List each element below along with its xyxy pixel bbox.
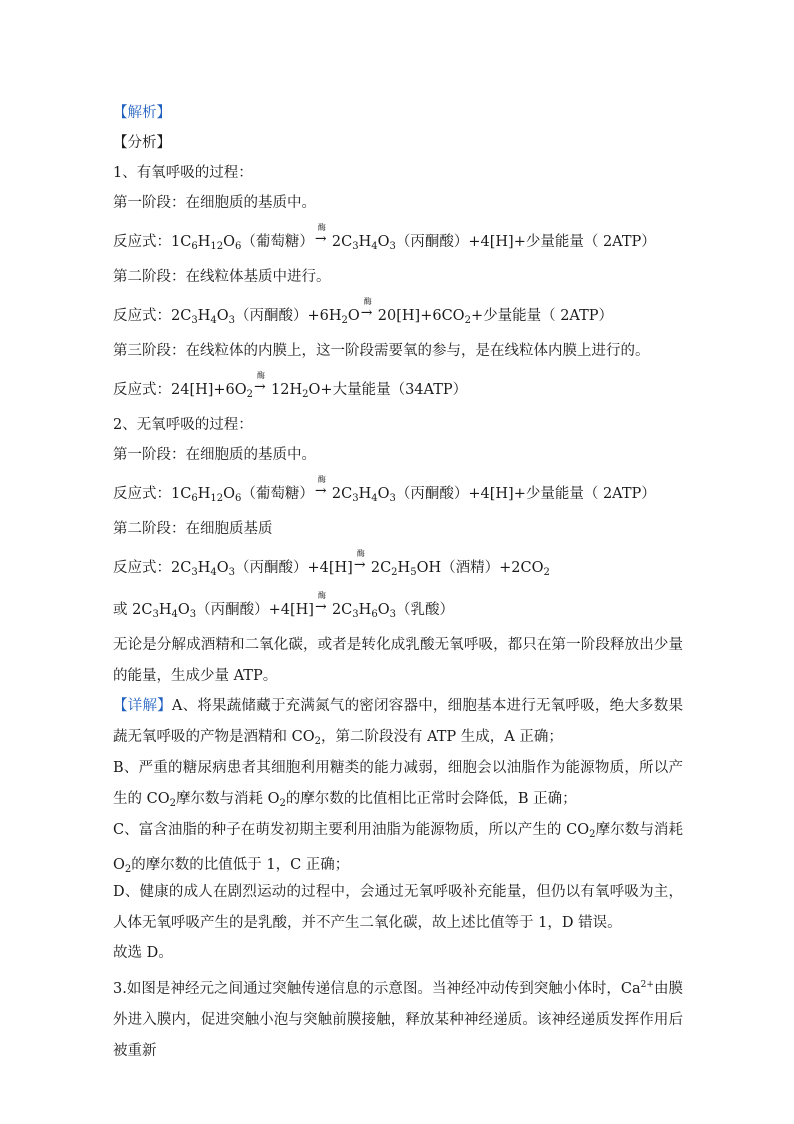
anaerobic-title: 2、无氧呼吸的过程： [113,417,253,433]
detail-option-a: 【详解】A、将果蔬储藏于充满氮气的密闭容器中，细胞基本进行无氧呼吸，绝大多数果蔬无氧呼吸的产物是酒精和 $CO_2$，第二阶段没有 ATP 生成，A 正确； [113,698,684,747]
detail-option-d: D、健康的成人在剧烈运动的过程中，会通过无氧呼吸补充能量，但仍以有氧呼吸为主，人体无氧呼吸产生的是乳酸，并不产生二氧化碳，故上述比值等于 1，D 错误。 [113,884,683,931]
summary-paragraph: 无论是分解成酒精和二氧化碳，或者是转化成乳酸无氧呼吸，都只在第一阶段释放出少量的能量，生成少量 ATP。 [113,637,683,684]
question-3: 3.如图是神经元之间通过突触传递信息的示意图。当神经冲动传到突触小体时，$Ca^{2+}$由膜外进入膜内，促进突触小泡与突触前膜接触，释放某种神经递质。该神经递质发挥作用后被重新 [113,980,683,1059]
detail-tag: 【详解】 [113,698,172,714]
anaerobic-reaction-1: 反应式：$1C_6H_{12}O_6$（葡萄糖） 酶 → $2C_3H_4O_3$（丙酮酸）+4[H]+少量能量（ 2ATP） [113,475,656,504]
aerobic-reaction-1: 反应式：$1C_6H_{12}O_6$（葡萄糖） 酶 → $2C_3H_4O_3$（丙酮酸）+4[H]+少量能量（ 2ATP） [113,223,656,252]
aerobic-stage-2: 第二阶段：在线粒体基质中进行。 [113,269,331,285]
enzyme-arrow: 酶 → [360,297,373,321]
detail-option-b: B、严重的糖尿病患者其细胞利用糖类的能力减弱，细胞会以油脂作为能源物质，所以产生的 $CO_2$摩尔数与消耗 $O_2$的摩尔数的比值相比正常时会降低，B 正确； [113,760,683,809]
anaerobic-stage-2: 第二阶段：在细胞质基质 [113,521,273,537]
aerobic-title: 1、有氧呼吸的过程： [113,165,253,181]
aerobic-stage-3: 第三阶段：在线粒体的内膜上，这一阶段需要氧的参与，是在线粒体内膜上进行的。 [113,343,650,359]
enzyme-arrow: 酶 → [314,591,327,615]
enzyme-arrow: 酶 → [314,223,327,247]
anaerobic-reaction-2-alt: 或 $2C_3H_4O_3$（丙酮酸）+4[H] 酶 → $2C_3H_6O_3$（乳酸） [113,591,454,620]
aerobic-stage-1: 第一阶段：在细胞质的基质中。 [113,195,316,211]
anaerobic-reaction-2: 反应式：$2C_3H_4O_3$（丙酮酸）+4[H] 酶 → $2C_2H_5OH$（酒精）$+2CO_2$ [113,549,550,578]
enzyme-arrow: 酶 → [353,549,366,573]
aerobic-reaction-2: 反应式：$2C_3H_4O_3$（丙酮酸）$+6H_2O$ 酶 → $20[H]+6CO_2+$少量能量（ 2ATP） [113,297,614,326]
fenxi-tag: 【分析】 [113,135,171,151]
enzyme-arrow: 酶 → [254,371,266,395]
enzyme-arrow: 酶 → [314,475,327,499]
detail-option-c: C、富含油脂的种子在萌发初期主要利用油脂为能源物质，所以产生的 $CO_2$摩尔数与消耗 $O_2$的摩尔数的比值低于 1，C 正确； [113,822,684,875]
analysis-tag: 【解析】 [113,105,171,121]
anaerobic-stage-1: 第一阶段：在细胞质的基质中。 [113,447,316,463]
aerobic-reaction-3: 反应式：$24[H]+6O_2$ 酶 → $12H_2O+$大量能量（34ATP） [113,371,468,400]
answer-line: 故选 D。 [113,945,173,961]
